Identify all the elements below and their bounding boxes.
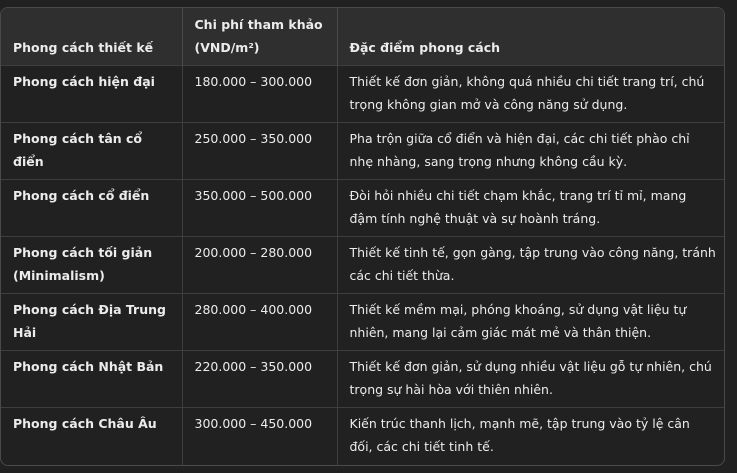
cell-style: Phong cách hiện đại: [1, 65, 182, 122]
header-cost: Chi phí tham khảo (VND/m²): [182, 8, 337, 65]
table-row: [1, 293, 724, 350]
table-container: [0, 7, 725, 466]
table-row: [1, 65, 724, 122]
cell-style: Phong cách cổ điển: [1, 179, 182, 236]
cell-style: Phong cách Nhật Bản: [1, 350, 182, 407]
cell-style: Phong cách tân cổ điển: [1, 122, 182, 179]
cell-cost: 200.000 – 280.000: [182, 236, 337, 293]
table-header-row: [1, 8, 724, 65]
cell-features: Thiết kế mềm mại, phóng khoáng, sử dụng vật liệu tự nhiên, mang lại cảm giác mát mẻ và thân thiện.: [349, 301, 687, 340]
table-row: [1, 122, 724, 179]
cell-cost: 300.000 – 450.000: [182, 407, 337, 466]
cell-features: Thiết kế đơn giản, sử dụng nhiều vật liệu gỗ tự nhiên, chú trọng sự hài hòa với thiên nhiên.: [349, 358, 712, 397]
cell-features: Kiến trúc thanh lịch, mạnh mẽ, tập trung vào tỷ lệ cân đối, các chi tiết tinh tế.: [349, 415, 690, 454]
cell-style: Phong cách tối giản (Minimalism): [1, 236, 182, 293]
table-row: [1, 350, 724, 407]
cell-style: Phong cách Địa Trung Hải: [1, 293, 182, 350]
cell-features: Pha trộn giữa cổ điển và hiện đại, các chi tiết phào chỉ nhẹ nhàng, sang trọng nhưng không cầu kỳ.: [349, 130, 690, 169]
header-features: Đặc điểm phong cách: [349, 39, 501, 55]
cell-features: Thiết kế đơn giản, không quá nhiều chi tiết trang trí, chú trọng không gian mở và công năng sử dụng.: [349, 73, 705, 112]
cell-features: Đòi hỏi nhiều chi tiết chạm khắc, trang trí tỉ mỉ, mang đậm tính nghệ thuật và sự hoành tráng.: [349, 187, 687, 226]
design-style-table: [1, 8, 724, 466]
table-row: [1, 236, 724, 293]
cell-cost: 250.000 – 350.000: [182, 122, 337, 179]
cell-cost: 220.000 – 350.000: [182, 350, 337, 407]
cell-style: Phong cách Châu Âu: [1, 407, 182, 466]
cell-cost: 280.000 – 400.000: [182, 293, 337, 350]
header-style: Phong cách thiết kế: [1, 8, 182, 65]
table-row: [1, 407, 724, 466]
cell-cost: 350.000 – 500.000: [182, 179, 337, 236]
cell-features: Thiết kế tinh tế, gọn gàng, tập trung vào công năng, tránh các chi tiết thừa.: [349, 244, 716, 283]
table-row: [1, 179, 724, 236]
cell-cost: 180.000 – 300.000: [182, 65, 337, 122]
